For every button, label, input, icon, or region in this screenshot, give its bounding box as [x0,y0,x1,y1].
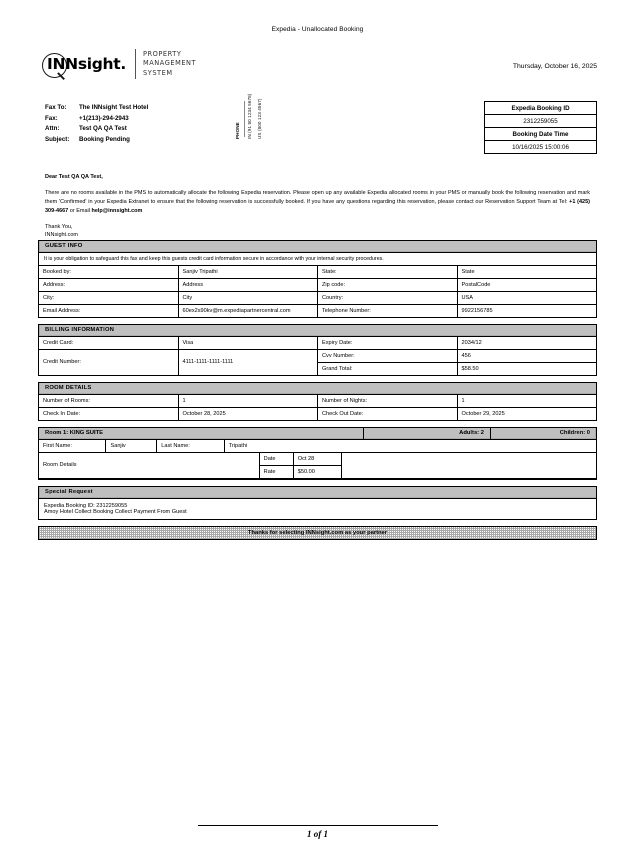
room-1-heading-row [39,427,597,439]
rotated-contact-line1: IN (91 80 1234 5678) [247,93,252,139]
booking-datetime-value: 10/16/2025 15:00:06 [485,141,597,154]
fax-meta [45,103,148,145]
room-1-children: Children: 0 [490,427,596,439]
guest-info-section [38,240,597,318]
booking-id-box [484,101,597,154]
email-label: Email Address: [39,304,179,317]
rate-amount-label: Rate [259,465,293,478]
page-footer [0,825,635,839]
room-1-rate-row [39,453,597,480]
letter-support-phone: +1 (425) 309-4667 [45,199,591,214]
letter-body [45,173,590,240]
last-name-value: Tripathi [224,440,596,453]
room-details-heading: ROOM DETAILS [39,382,597,394]
guest-info-heading-row [39,240,597,252]
check-out-value: October 29, 2025 [457,407,597,420]
first-name-label: First Name: [39,440,106,453]
booked-by-label: Booked by: [39,265,179,278]
letter-salutation: Dear Test QA QA Test, [45,174,103,180]
number-of-nights-label: Number of Nights: [318,394,458,407]
table-row [39,304,597,317]
zip-label: Zip code: [318,278,458,291]
rate-date-value: Oct 28 [293,453,341,466]
number-of-rooms-value: 1 [178,394,318,407]
number-of-rooms-label: Number of Rooms: [39,394,179,407]
fax-to-label: Fax To: [45,104,67,111]
letter-paragraph [45,189,590,216]
city-label: City: [39,291,179,304]
special-request-body-row [39,498,597,519]
attn-row [45,124,148,135]
fax-to-value: The INNsight Test Hotel [79,104,149,111]
thanks-bar: Thanks for selecting INNsight.com as your partner [38,526,597,540]
room-1-rate-table [39,453,596,479]
rate-amount-value: $50.00 [293,465,341,478]
room-1-section [38,427,597,480]
logo-inn-text: INN [47,55,78,73]
billing-heading-row [39,324,597,336]
check-in-value: October 28, 2025 [178,407,318,420]
logo-dot-text: . [120,55,126,73]
city-value: City [178,291,318,304]
subject-label: Subject: [45,135,70,143]
fax-to-row [45,103,148,114]
credit-number-label: Credit Number: [39,349,179,375]
booking-datetime-header-row [485,128,597,141]
logo-sight-text: sight [77,55,121,73]
logo-tagline-line2: MANAGEMENT [143,59,197,68]
room-1-heading: Room 1: KING SUITE [39,427,364,439]
logo-tagline-line3: SYSTEM [143,68,173,77]
table-row [39,265,597,278]
telephone-value: 9922156785 [457,304,597,317]
credit-number-value: 4111-1111-1111-1111 [178,349,318,375]
table-row [39,407,597,420]
state-label: State: [318,265,458,278]
letter-support-email: help@innsight.com [91,208,143,214]
letter-thanks-line1: Thank You, [45,224,73,230]
cvv-value: 456 [457,349,597,362]
fax-meta-row [0,103,635,157]
document-date: Thursday, October 16, 2025 [512,63,597,70]
page-number: 1 of 1 [307,829,328,839]
country-value: USA [457,291,597,304]
booking-id-value: 2312259055 [485,115,597,128]
room-1-adults: Adults: 2 [364,427,491,439]
document-title: Expedia - Unallocated Booking [271,26,364,33]
billing-information-section [38,324,597,376]
table-row [39,394,597,407]
expiry-date-label: Expiry Date: [318,336,458,349]
letter-thanks [45,223,590,240]
attn-value: Test QA QA Test [79,125,127,133]
table-row [39,349,597,362]
booking-id-header: Expedia Booking ID [485,102,597,115]
cvv-label: Cvv Number: [318,349,458,362]
fax-label: Fax: [45,114,58,122]
billing-heading: BILLING INFORMATION [39,324,597,336]
room-1-guest-name-table [39,440,596,453]
booking-id-header-row [485,102,597,115]
subject-value: Booking Pending [79,135,130,143]
guest-info-notice-row [39,252,597,265]
first-name-value: Sanjiv [106,440,157,453]
guest-info-notice: It is your obligation to safeguard this fax and keep this guests credit card information secure in accordance with your internal security procedures. [39,252,597,265]
room-details-heading-row [39,382,597,394]
letter-thanks-line2: INNsight.com [45,232,79,239]
zip-value: PostalCode [457,278,597,291]
special-request-line2: Amoy Hotel Collect Booking Collect Payment From Guest [44,508,187,515]
email-value: 60ex2s90kv@m.expediapartnercentral.com [178,304,318,317]
booking-id-value-row [485,115,597,128]
table-row [39,336,597,349]
booking-datetime-header: Booking Date Time [485,128,597,141]
letter-body-mid: or Email [68,208,92,214]
fax-number-row [45,114,148,125]
check-in-label: Check In Date: [39,407,179,420]
booking-datetime-value-row [485,141,597,154]
special-request-heading: Special Request [39,486,597,498]
rate-spacer-cell [341,453,596,479]
rotated-contact-label: PHONE [235,122,240,139]
telephone-label: Telephone Number: [318,304,458,317]
logo-tagline-line1: PROPERTY [143,49,182,58]
table-row [39,291,597,304]
number-of-nights-value: 1 [457,394,597,407]
logo-mark [45,55,126,73]
grand-total-label: Grand Total: [318,362,458,375]
special-request-section [38,486,597,520]
room-1-guest-name-row [39,439,597,453]
attn-label: Attn: [45,125,60,133]
fax-value: +1(213)-294-2943 [79,114,129,122]
special-request-line1: Expedia Booking ID: 2312259055 [44,502,128,509]
guest-info-heading: GUEST INFO [39,240,597,252]
booked-by-value: Sanjiv Tripathi [178,265,318,278]
grand-total-value: $58.50 [457,362,597,375]
country-label: Country: [318,291,458,304]
check-out-label: Check Out Date: [318,407,458,420]
rotated-contact-line2: US (800 123 4567) [257,98,262,139]
special-request-body [39,498,597,519]
table-row [39,440,596,453]
logo-wordmark [45,55,126,73]
room-details-section [38,382,597,421]
room-details-cell-label: Room Details [39,453,259,479]
last-name-label: Last Name: [157,440,224,453]
rate-date-label: Date [259,453,293,466]
table-row [39,278,597,291]
expiry-date-value: 2034/12 [457,336,597,349]
subject-row [45,135,148,146]
address-value: Address [178,278,318,291]
credit-card-value: Visa [178,336,318,349]
letter-body-part1: There are no rooms available in the PMS to automatically allocate the following Expedia reservation. Please open up any available Expedia allocated rooms in your PMS or manually book the following reservation and mark them 'Confirmed' in your Expedia Extranet to ensure that the following reservation is successfully booked. If you have any questions regarding this reservation, please contact our Reservation Support Team at Tel: [45,190,590,205]
state-value: State [457,265,597,278]
logo-tagline [143,50,196,79]
innsight-logo [45,49,196,79]
address-label: Address: [39,278,179,291]
table-row [39,453,596,466]
special-request-heading-row [39,486,597,498]
logo-divider [135,49,136,79]
credit-card-label: Credit Card: [39,336,179,349]
